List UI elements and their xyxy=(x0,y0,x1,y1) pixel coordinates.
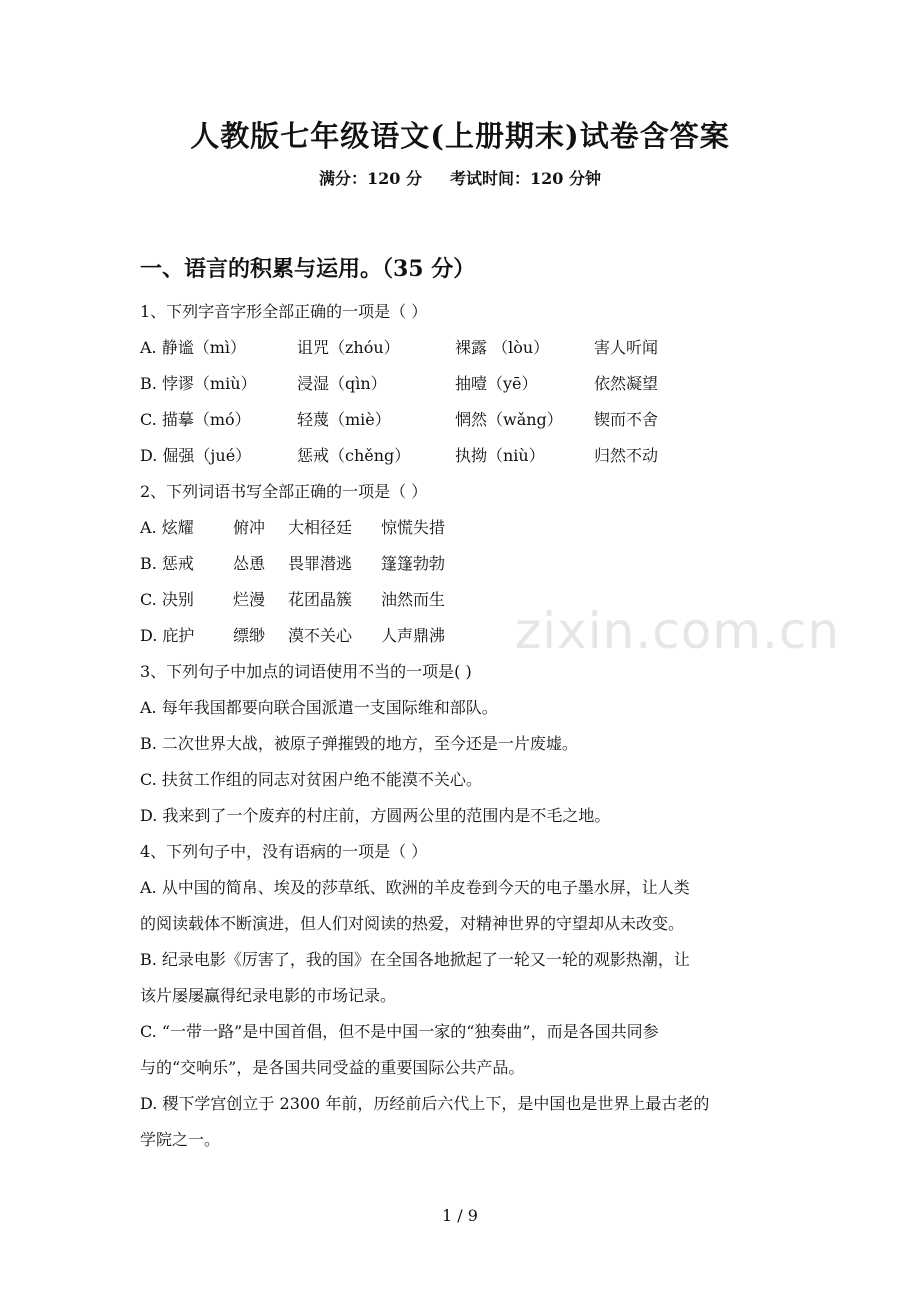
q1-b-3: 抽噎（yē） xyxy=(455,374,538,393)
question-3-stem: 3、下列句子中加点的词语使用不当的一项是( ) xyxy=(140,662,472,681)
q2-d-2: 缥缈 xyxy=(233,626,266,645)
q2-a-4: 惊慌失措 xyxy=(381,518,446,537)
q2-b-1: B. 惩戒 xyxy=(140,554,194,573)
q1-a-4: 害人听闻 xyxy=(594,338,659,357)
q2-a-3: 大相径廷 xyxy=(288,518,353,537)
q2-d-3: 漠不关心 xyxy=(288,626,353,645)
q2-c-4: 油然而生 xyxy=(381,590,446,609)
q4-line: D. 稷下学宫创立于 2300 年前，历经前后六代上下，是中国也是世界上最古老的 xyxy=(140,1094,710,1113)
q3-option-a: A. 每年我国都要向联合国派遣一支国际维和部队。 xyxy=(140,698,498,717)
q2-c-1: C. 决别 xyxy=(140,590,194,609)
q4-line: 的阅读载体不断演进，但人们对阅读的热爱，对精神世界的守望却从未改变。 xyxy=(140,914,685,933)
q3-option-d: D. 我来到了一个废弃的村庄前，方圆两公里的范围内是不毛之地。 xyxy=(140,806,611,825)
q1-c-1: C. 描摹（mó） xyxy=(140,410,251,429)
question-1-stem: 1、下列字音字形全部正确的一项是（ ） xyxy=(140,302,428,321)
q1-d-3: 执拗（niù） xyxy=(455,446,545,465)
q4-line: B. 纪录电影《厉害了，我的国》在全国各地掀起了一轮又一轮的观影热潮，让 xyxy=(140,950,690,969)
q2-d-1: D. 庇护 xyxy=(140,626,195,645)
question-4-stem: 4、下列句子中，没有语病的一项是（ ） xyxy=(140,842,428,861)
q3-option-c: C. 扶贫工作组的同志对贫困户绝不能漠不关心。 xyxy=(140,770,482,789)
page-title: 人教版七年级语文(上册期末)试卷含答案 xyxy=(190,119,730,153)
q2-b-4: 篷篷勃勃 xyxy=(381,554,446,573)
q2-a-1: A. 炫耀 xyxy=(140,518,194,537)
q2-c-3: 花团晶簇 xyxy=(288,590,353,609)
q1-d-1: D. 倔强（jué） xyxy=(140,446,252,465)
exam-time: 考试时间：120 分钟 xyxy=(450,169,601,188)
q3-option-b: B. 二次世界大战，被原子弹摧毁的地方，至今还是一片废墟。 xyxy=(140,734,578,753)
question-2-stem: 2、下列词语书写全部正确的一项是（ ） xyxy=(140,482,428,501)
q4-line: 与的“交响乐”，是各国共同受益的重要国际公共产品。 xyxy=(140,1058,525,1077)
section-heading: 一、语言的积累与运用。（35 分） xyxy=(140,256,476,282)
q4-line: 学院之一。 xyxy=(140,1130,221,1149)
q1-c-4: 锲而不舍 xyxy=(594,410,659,429)
q1-b-1: B. 悖谬（miù） xyxy=(140,374,257,393)
page-number: 1 / 9 xyxy=(442,1206,478,1225)
q1-c-2: 轻蔑（miè） xyxy=(297,410,391,429)
q2-c-2: 烂漫 xyxy=(233,590,266,609)
q4-line: A. 从中国的简帛、埃及的莎草纸、欧洲的羊皮卷到今天的电子墨水屏，让人类 xyxy=(140,878,690,897)
watermark: zixin.com.cn xyxy=(515,602,841,660)
q4-line: C. “一带一路”是中国首倡，但不是中国一家的“独奏曲”，而是各国共同参 xyxy=(140,1022,659,1041)
q1-a-3: 裸露 （lòu） xyxy=(455,338,550,357)
q1-b-4: 依然凝望 xyxy=(594,374,659,393)
exam-info xyxy=(0,166,920,192)
q1-a-1: A. 静谧（mì） xyxy=(140,338,247,357)
q1-d-4: 归然不动 xyxy=(594,446,659,465)
full-score: 满分：120 分 xyxy=(319,169,422,188)
q4-line: 该片屡屡赢得纪录电影的市场记录。 xyxy=(140,986,397,1005)
q1-d-2: 惩戒（chěng） xyxy=(297,446,411,465)
q1-a-2: 诅咒（zhóu） xyxy=(297,338,400,357)
q2-d-4: 人声鼎沸 xyxy=(381,626,446,645)
q2-b-2: 怂恿 xyxy=(233,554,266,573)
q1-c-3: 惘然（wǎng） xyxy=(455,410,563,429)
q2-a-2: 俯冲 xyxy=(233,518,266,537)
q2-b-3: 畏罪潜逃 xyxy=(288,554,353,573)
q1-b-2: 浸湿（qìn） xyxy=(297,374,387,393)
